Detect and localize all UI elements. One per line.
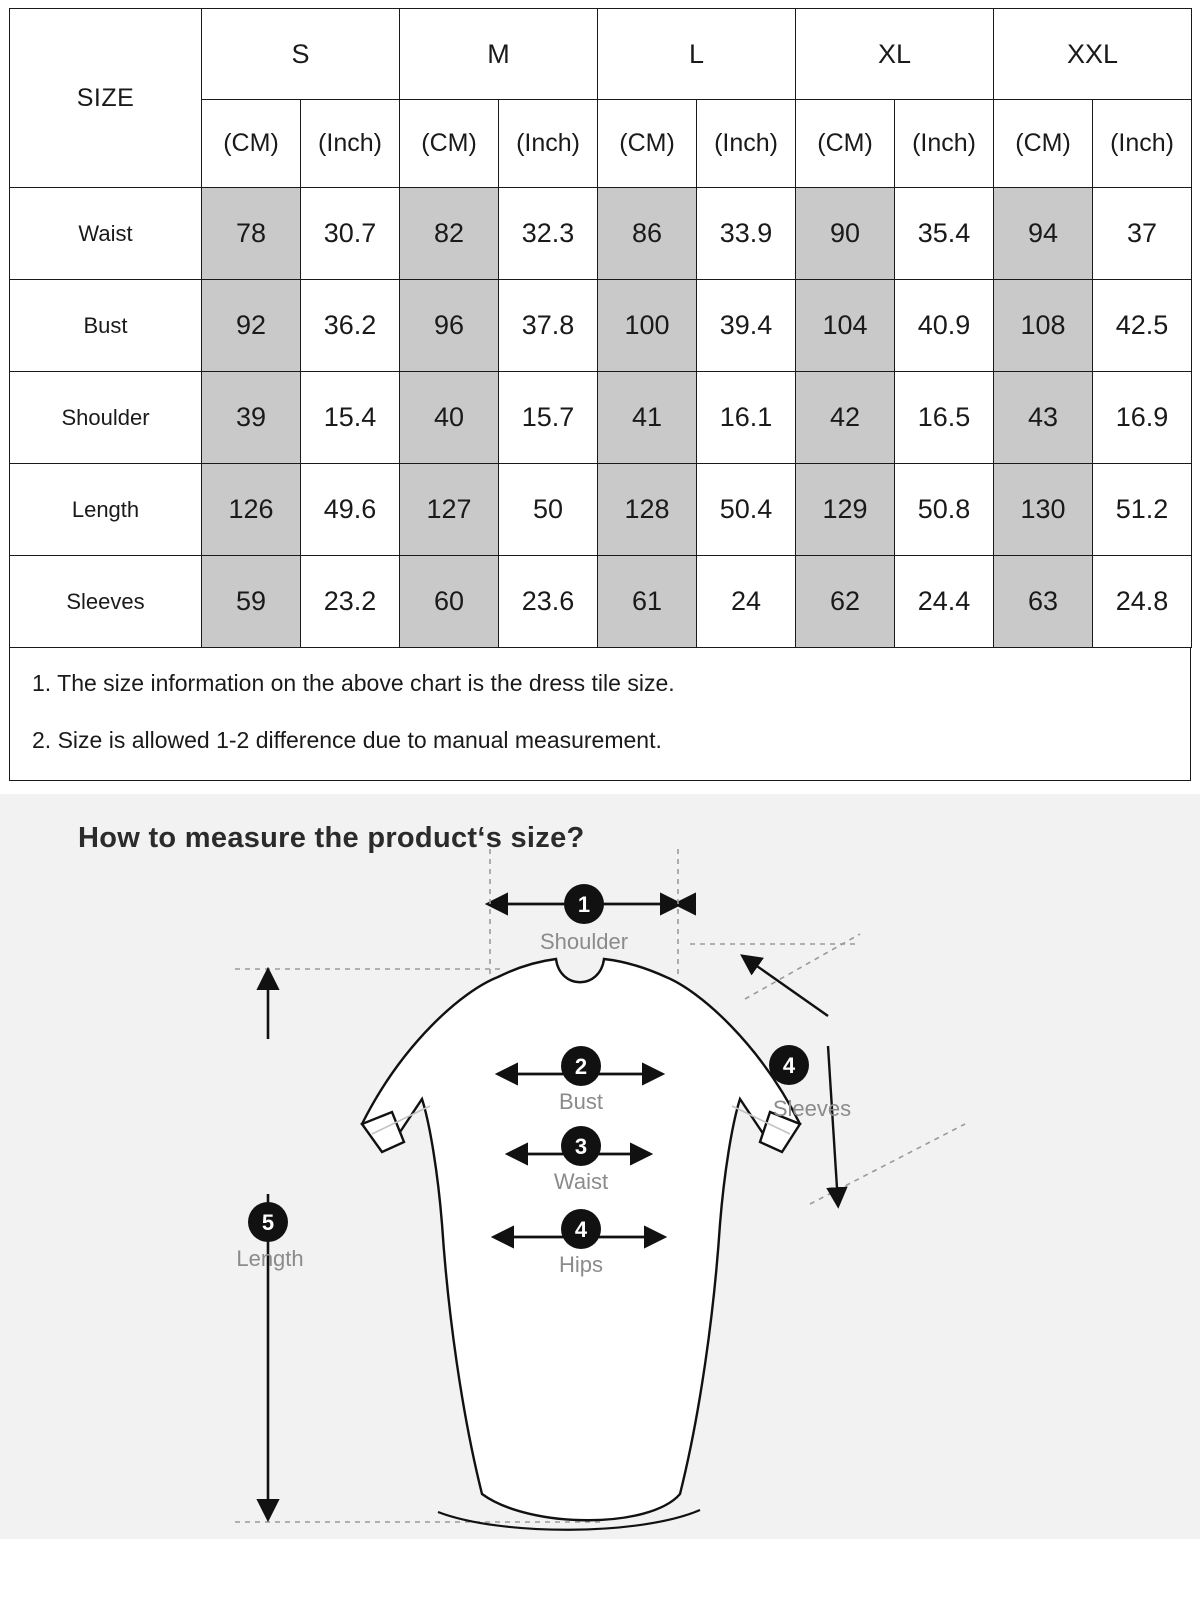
cell-length-m-inch: 50 (499, 464, 598, 556)
cell-length-xxl-cm: 130 (994, 464, 1093, 556)
marker-2-number: 2 (574, 1054, 588, 1079)
cell-sleeves-m-cm: 60 (400, 556, 499, 648)
cell-bust-l-cm: 100 (598, 280, 697, 372)
unit-cell-l-inch: (Inch) (697, 100, 796, 188)
cell-shoulder-s-inch: 15.4 (301, 372, 400, 464)
cell-bust-xxl-inch: 42.5 (1093, 280, 1192, 372)
cell-waist-s-cm: 78 (202, 188, 301, 280)
cell-sleeves-l-cm: 61 (598, 556, 697, 648)
note-2: 2. Size is allowed 1-2 difference due to manual measurement. (32, 727, 662, 753)
row-label-length: Length (10, 464, 202, 556)
cell-shoulder-xxl-cm: 43 (994, 372, 1093, 464)
size-column-xl: XL (796, 9, 994, 100)
unit-cell-m-inch: (Inch) (499, 100, 598, 188)
cell-sleeves-xl-inch: 24.4 (895, 556, 994, 648)
unit-cell-s-inch: (Inch) (301, 100, 400, 188)
cell-bust-xxl-cm: 108 (994, 280, 1093, 372)
size-header-cell: SIZE (10, 9, 202, 188)
row-label-waist: Waist (10, 188, 202, 280)
marker-6-label: Length (236, 1246, 304, 1271)
cell-sleeves-xxl-cm: 63 (994, 556, 1093, 648)
table-row (10, 372, 1192, 464)
marker-4-label: Hips (558, 1252, 604, 1277)
size-column-m: M (400, 9, 598, 100)
marker-1-number: 1 (577, 892, 591, 917)
row-label-shoulder: Shoulder (10, 372, 202, 464)
cell-shoulder-s-cm: 39 (202, 372, 301, 464)
cell-length-xl-cm: 129 (796, 464, 895, 556)
unit-cell-m-cm: (CM) (400, 100, 499, 188)
cell-length-l-cm: 128 (598, 464, 697, 556)
dress-measure-diagram (0, 794, 1200, 1539)
cell-waist-xxl-inch: 37 (1093, 188, 1192, 280)
length-measure-arrow (236, 972, 303, 1517)
table-row (10, 188, 1192, 280)
cell-shoulder-xxl-inch: 16.9 (1093, 372, 1192, 464)
table-row (10, 464, 1192, 556)
measure-guide-title: How to measure the product‘s size? (78, 822, 585, 854)
cell-bust-s-inch: 36.2 (301, 280, 400, 372)
unit-cell-xxl-inch: (Inch) (1093, 100, 1192, 188)
cell-length-m-cm: 127 (400, 464, 499, 556)
cell-bust-xl-cm: 104 (796, 280, 895, 372)
cell-waist-m-inch: 32.3 (499, 188, 598, 280)
marker-2-label: Bust (558, 1089, 604, 1114)
row-label-bust: Bust (10, 280, 202, 372)
cell-bust-s-cm: 92 (202, 280, 301, 372)
unit-cell-xl-inch: (Inch) (895, 100, 994, 188)
cell-length-xxl-inch: 51.2 (1093, 464, 1192, 556)
marker-5-number: 4 (782, 1053, 796, 1078)
measure-guide-panel (0, 790, 1200, 1539)
cell-shoulder-m-cm: 40 (400, 372, 499, 464)
notes-block (9, 648, 1191, 781)
cell-shoulder-l-cm: 41 (598, 372, 697, 464)
cell-sleeves-s-inch: 23.2 (301, 556, 400, 648)
cell-bust-m-inch: 37.8 (499, 280, 598, 372)
cell-waist-xl-cm: 90 (796, 188, 895, 280)
size-column-s: S (202, 9, 400, 100)
unit-cell-s-cm: (CM) (202, 100, 301, 188)
marker-6-number: 5 (261, 1210, 275, 1235)
unit-cell-xl-cm: (CM) (796, 100, 895, 188)
marker-3-number: 3 (574, 1134, 588, 1159)
cell-waist-m-cm: 82 (400, 188, 499, 280)
size-table-container (0, 0, 1200, 781)
table-row (10, 556, 1192, 648)
table-header-row-sizes (10, 9, 1192, 100)
marker-3-label: Waist (553, 1169, 609, 1194)
cell-shoulder-xl-cm: 42 (796, 372, 895, 464)
cell-bust-m-cm: 96 (400, 280, 499, 372)
size-column-l: L (598, 9, 796, 100)
cell-waist-s-inch: 30.7 (301, 188, 400, 280)
cell-sleeves-xl-cm: 62 (796, 556, 895, 648)
cell-shoulder-xl-inch: 16.5 (895, 372, 994, 464)
row-label-sleeves: Sleeves (10, 556, 202, 648)
unit-cell-l-cm: (CM) (598, 100, 697, 188)
cell-length-xl-inch: 50.8 (895, 464, 994, 556)
cell-length-s-cm: 126 (202, 464, 301, 556)
note-1: 1. The size information on the above chart is the dress tile size. (32, 670, 675, 696)
unit-cell-xxl-cm: (CM) (994, 100, 1093, 188)
cell-waist-xxl-cm: 94 (994, 188, 1093, 280)
cell-sleeves-l-inch: 24 (697, 556, 796, 648)
cell-shoulder-l-inch: 16.1 (697, 372, 796, 464)
marker-1-label: Shoulder (539, 929, 629, 954)
cell-sleeves-m-inch: 23.6 (499, 556, 598, 648)
cell-waist-l-cm: 86 (598, 188, 697, 280)
cell-length-l-inch: 50.4 (697, 464, 796, 556)
size-column-xxl: XXL (994, 9, 1192, 100)
marker-5-label: Sleeves (772, 1096, 852, 1121)
cell-shoulder-m-inch: 15.7 (499, 372, 598, 464)
cell-waist-l-inch: 33.9 (697, 188, 796, 280)
cell-bust-xl-inch: 40.9 (895, 280, 994, 372)
cell-waist-xl-inch: 35.4 (895, 188, 994, 280)
shoulder-measure-arrow (490, 849, 678, 974)
cell-length-s-inch: 49.6 (301, 464, 400, 556)
marker-4-number: 4 (574, 1217, 588, 1242)
cell-bust-l-inch: 39.4 (697, 280, 796, 372)
table-row (10, 280, 1192, 372)
size-table (9, 8, 1192, 648)
cell-sleeves-s-cm: 59 (202, 556, 301, 648)
cell-sleeves-xxl-inch: 24.8 (1093, 556, 1192, 648)
